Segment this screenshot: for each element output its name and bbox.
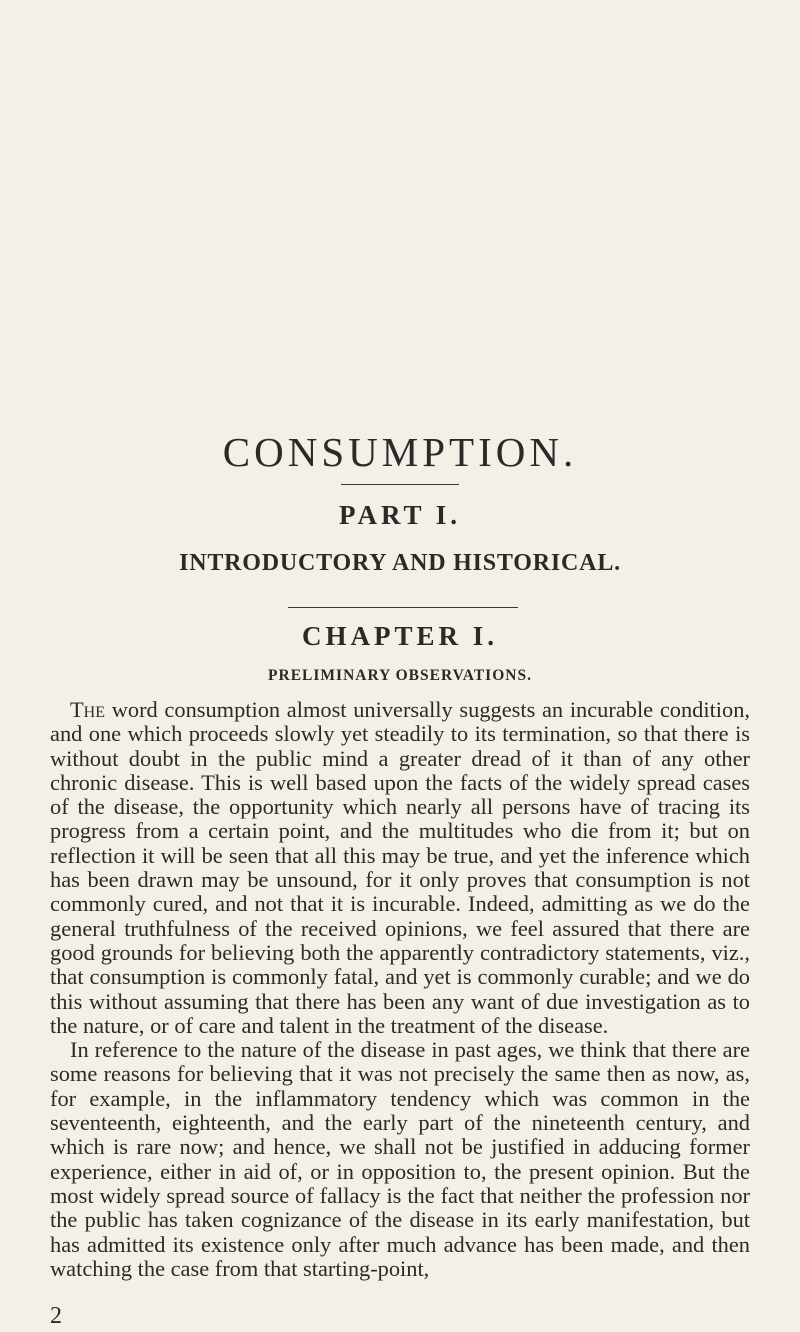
book-title: CONSUMPTION. — [222, 429, 578, 475]
signature-mark: 2 — [50, 1303, 62, 1329]
part-title: PART I. — [338, 500, 462, 530]
part-divider — [288, 607, 518, 608]
paragraph-lead: The — [70, 697, 106, 722]
paragraph — [50, 1038, 750, 1281]
chapter-title: CHAPTER I. — [301, 621, 498, 651]
chapter-subtitle: PRELIMINARY OBSERVATIONS. — [268, 667, 532, 684]
title-divider — [341, 484, 459, 485]
paragraph-text: In reference to the nature of the disease in past ages, we think that there are some reasons for believing that it was not precisely the same then as now, as, for example, in the inflammatory tendency which was common in the seventeenth, eighteenth, and the early part of the nineteenth century, and which is rare now; and hence, we shall not be justified in adducing former experience, either in aid of, or in opposition to, the present opinion. But the most widely spread source of fallacy is the fact that neither the profession nor the public has taken cognizance of the disease in its early manifestation, but has admitted its existence only after much advance has been made, and then watching the case from that starting-point, — [50, 1037, 750, 1281]
part-subtitle: INTRODUCTORY AND HISTORICAL. — [179, 550, 621, 576]
chapter-body — [50, 698, 750, 1281]
paragraph — [50, 698, 750, 1038]
book-page — [50, 0, 750, 1332]
paragraph-text: word consumption almost universally suggests an incurable condition, and one which proceeds slowly yet steadily to its termination, so that there is without doubt in the public mind a greater dread of it than of any other chronic disease. This is well based upon the facts of the widely spread cases of the disease, the opportunity which nearly all persons have of tracing its progress from a certain point, and the multitudes who die from it; but on reflection it will be seen that all this may be true, and yet the inference which has been drawn may be unsound, for it only proves that consumption is not commonly cured, and not that it is incurable. Indeed, admitting as we do the general truthfulness of the received opinions, we feel assured that there are good grounds for believing both the apparently contradictory statements, viz., that consumption is commonly fatal, and yet is commonly curable; and we do this without assuming that there has been any want of due investigation as to the nature, or of care and talent in the treatment of the disease. — [50, 697, 750, 1038]
